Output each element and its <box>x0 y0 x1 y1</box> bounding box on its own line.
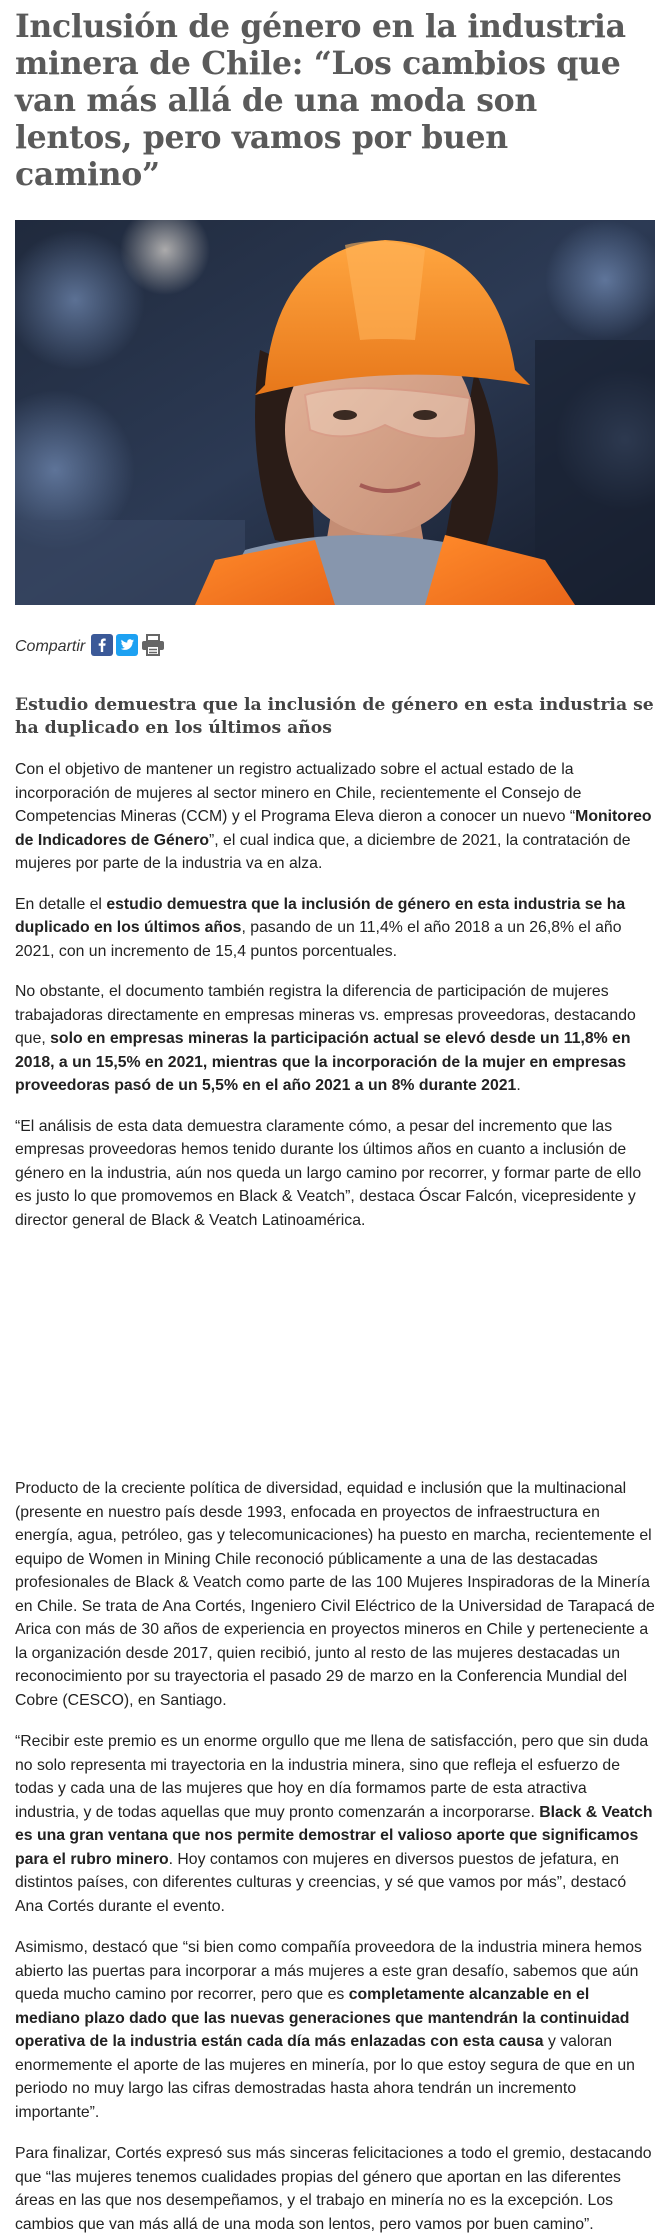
paragraph-text: ”, el cual indica que, a diciembre de 2021, la contratación de mujeres por parte de la industria va en alza. <box>15 831 631 872</box>
paragraph <box>15 1936 655 2124</box>
paragraph: Para finalizar, Cortés expresó sus más sinceras felicitaciones a todo el gremio, destacando que “las mujeres tenemos cualidades propias del género que aportan en las diferentes áreas en las que nos desempeñamos, y el trabajo en minería no es la excepción. Los cambios que van más allá de una moda son lentos, pero vamos por buen camino”. <box>15 2145 652 2233</box>
paragraph-text: “Recibir este premio es un enorme orgullo que me llena de satisfacción, pero que sin duda no solo representa mi trayectoria en la industria minera, sino que refleja el esfuerzo de todas y cada una de las mujeres que hoy en día formamos parte de esta atractiva industria, y de todas aquellas que muy pronto comenzarán a incorporarse. <box>15 1733 649 1821</box>
paragraph-text: Con el objetivo de mantener un registro actualizado sobre el actual estado de la incorporación de mujeres al sector minero en Chile, recientemente el Consejo de Competencias Mineras (CCM) y el Programa Eleva dieron a conocer un nuevo “ <box>15 761 582 825</box>
highlight: estudio demuestra que la inclusión de género en esta industria se ha duplicado en los últimos años <box>15 895 626 936</box>
paragraph: Producto de la creciente política de diversidad, equidad e inclusión que la multinacional (presente en nuestro país desde 1993, enfocada en proyectos de infraestructura en energía, agua, petróleo, gas y telecomunicaciones) ha puesto en marcha, recientemente el equipo de Women in Mining Chile reconoció públicamente a una de las destacadas profesionales de Black & Veatch como parte de las 100 Mujeres Inspiradoras de la Minería en Chile. Se trata de Ana Cortés, Ingeniero Civil Eléctrico de la Universidad de Tarapacá de Arica con más de 30 años de experiencia en proyectos mineros en Chile y perteneciente a la organización desde 2017, quien recibió, junto al resto de las mujeres destacadas un reconocimiento por su trayectoria el pasado 29 de marzo en la Conferencia Mundial del Cobre (CESCO), en Santiago. <box>15 1480 655 1709</box>
article-subtitle: Estudio demuestra que la inclusión de género en esta industria se ha duplicado en los últimos años <box>15 695 654 738</box>
paragraph <box>15 893 655 964</box>
facebook-icon[interactable] <box>91 634 113 661</box>
paragraph-text: . <box>516 1077 521 1094</box>
paragraph-text: , pasando de un 11,4% el año 2018 a un 26,8% el año 2021, con un incremento de 15,4 puntos porcentuales. <box>15 919 622 960</box>
paragraph-text: . Hoy contamos con mujeres en diversos puestos de jefatura, en distintos países, con diferentes culturas y creencias, y sé que vamos por más”, destacó Ana Cortés durante el evento. <box>15 1850 627 1915</box>
paragraph-text: En detalle el <box>15 895 107 913</box>
quote-paragraph: “El análisis de esta data demuestra claramente cómo, a pesar del incremento que las empresas proveedoras hemos tenido durante los últimos años en cuanto a inclusión de género en la industria, aún nos queda un largo camino por recorrer, y formar parte de ello es justo lo que promovemos en Black & Veatch”, destaca Óscar Falcón, vicepresidente y director general de Black & Veatch Latinoamérica. <box>15 1117 642 1229</box>
article-title: Inclusión de género en la industria minera de Chile: “Los cambios que van más allá de una moda son lentos, pero vamos por buen camino” <box>15 8 626 193</box>
highlight: Black & Veatch es una gran ventana que nos permite demostrar el valioso aporte que significamos para el rubro minero <box>15 1803 653 1868</box>
share-label: Compartir <box>15 638 86 655</box>
paragraph-text: Asimismo, destacó que “si bien como compañía proveedora de la industria minera hemos abierto las puertas para incorporar a más mujeres a este gran desafío, sabemos que aún queda mucho camino por recorrer, pero que es <box>15 1939 642 2003</box>
highlight: completamente alcanzable en el mediano plazo dado que las nuevas generaciones que mantendrán la continuidad operativa de la industria están cada día más enlazadas con esta causa <box>15 1986 630 2050</box>
share-bar <box>15 633 655 661</box>
paragraph <box>15 980 655 1098</box>
article <box>0 8 670 2236</box>
twitter-icon[interactable] <box>116 634 138 661</box>
blank-embed-space <box>15 1232 655 1477</box>
highlight: solo en empresas mineras la participación actual se elevó desde un 11,8% en 2018, a un 15,5% en 2021, mientras que la incorporación de la mujer en empresas proveedoras pasó de un 5,5% en el año 2021 a un 8% durante 2021 <box>15 1030 631 1094</box>
paragraph-text: y valoran enormemente el aporte de las mujeres en minería, por lo que estoy segura de que en un periodo no muy largo las cifras demostradas hasta ahora tendrán un incremento importante”. <box>15 2033 635 2121</box>
highlight: Monitoreo de Indicadores de Género <box>15 808 652 849</box>
print-icon[interactable] <box>141 634 165 661</box>
quote-paragraph <box>15 1730 655 1918</box>
hero-image <box>15 220 655 605</box>
woman-with-hard-hat-illustration <box>15 220 655 605</box>
paragraph <box>15 758 655 876</box>
paragraph-text: No obstante, el documento también registra la diferencia de participación de mujeres trabajadoras directamente en empresas mineras vs. empresas proveedoras, destacando que, <box>15 983 636 1047</box>
